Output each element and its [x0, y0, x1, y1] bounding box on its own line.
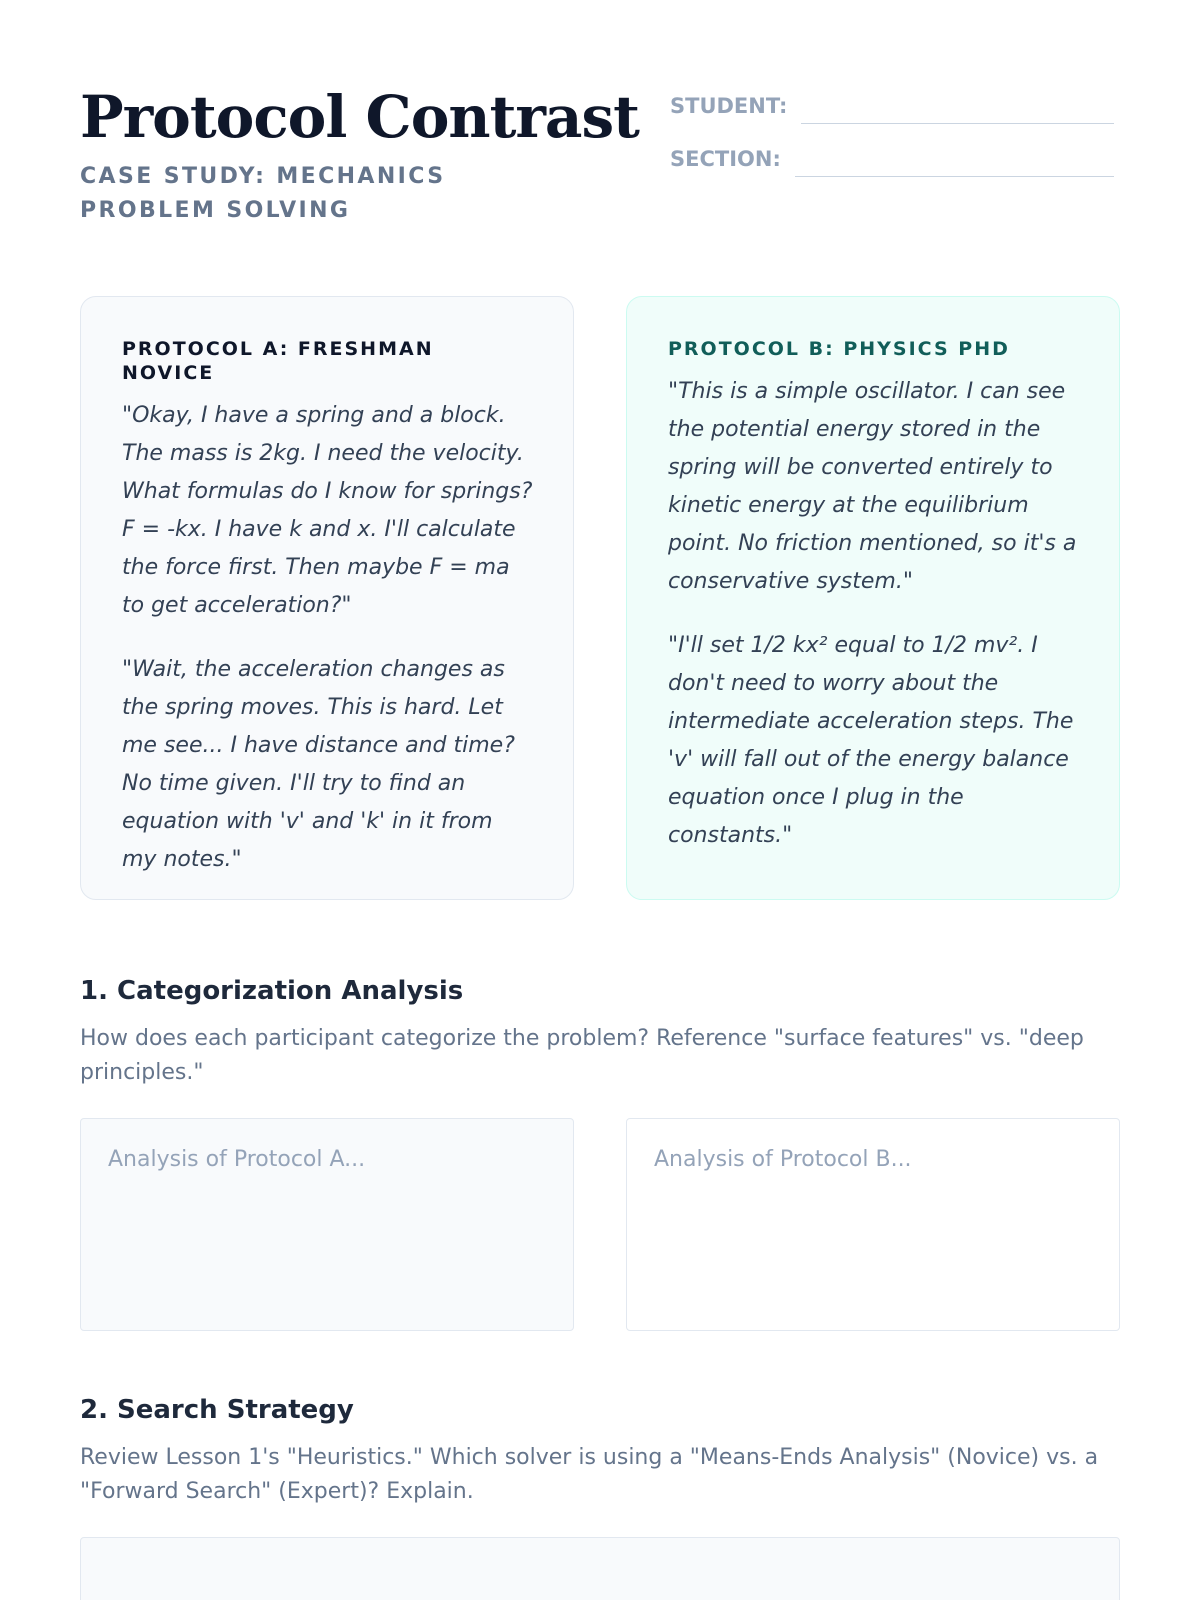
categorization-section [80, 974, 1120, 1331]
categorization-title: 1. Categorization Analysis [80, 976, 464, 1006]
categorization-description: How does each participant categorize the problem? Reference "surface features" vs. "deep principles." [80, 1026, 1084, 1085]
protocol-cards [80, 296, 1120, 900]
search-strategy-title: 2. Search Strategy [80, 1395, 354, 1425]
protocol-a-quote-2: "Wait, the acceleration changes as the spring moves. This is hard. Let me see... I have distance and time? No time given. I'll try to find an equation with 'v' and 'k' in it from my notes." [122, 657, 515, 872]
header [80, 82, 1120, 228]
title-block [80, 82, 639, 228]
section-input[interactable] [795, 154, 1114, 177]
search-strategy-section [80, 1393, 1120, 1600]
search-strategy-input[interactable] [80, 1537, 1120, 1600]
student-info-fields [670, 84, 1120, 190]
protocol-a-card [80, 296, 574, 900]
protocol-b-quote-2: "I'll set 1/2 kx² equal to 1/2 mv². I don't need to worry about the intermediate acceleration steps. The 'v' will fall out of the energy balance equation once I plug in the constants." [668, 633, 1074, 848]
protocol-b-card [626, 296, 1120, 900]
search-strategy-description: Review Lesson 1's "Heuristics." Which solver is using a "Means-Ends Analysis" (Novice) vs. a "Forward Search" (Expert)? Explain. [80, 1445, 1099, 1504]
page-subtitle: CASE STUDY: MECHANICS PROBLEM SOLVING [80, 164, 446, 223]
protocol-b-quote-1: "This is a simple oscillator. I can see the potential energy stored in the spring will be converted entirely to kinetic energy at the equilibrium point. No friction mentioned, so it's a conservative system." [668, 379, 1077, 594]
protocol-a-quote-1: "Okay, I have a spring and a block. The mass is 2kg. I need the velocity. What formulas do I know for springs? F = -kx. I have k and x. I'll calculate the force first. Then maybe F = ma to get acceleration?" [122, 403, 533, 618]
protocol-b-analysis-input[interactable] [626, 1118, 1120, 1331]
section-label: SECTION: [670, 147, 781, 171]
categorization-answers [80, 1118, 1120, 1331]
page-title: Protocol Contrast [80, 83, 639, 151]
protocol-a-analysis-input[interactable] [80, 1118, 574, 1331]
student-input[interactable] [801, 101, 1114, 124]
student-label: STUDENT: [670, 94, 788, 118]
protocol-b-title: PROTOCOL B: PHYSICS PHD [668, 338, 1010, 360]
protocol-a-title: PROTOCOL A: FRESHMAN NOVICE [122, 338, 434, 384]
section-field [670, 137, 1120, 177]
student-field [670, 84, 1120, 124]
